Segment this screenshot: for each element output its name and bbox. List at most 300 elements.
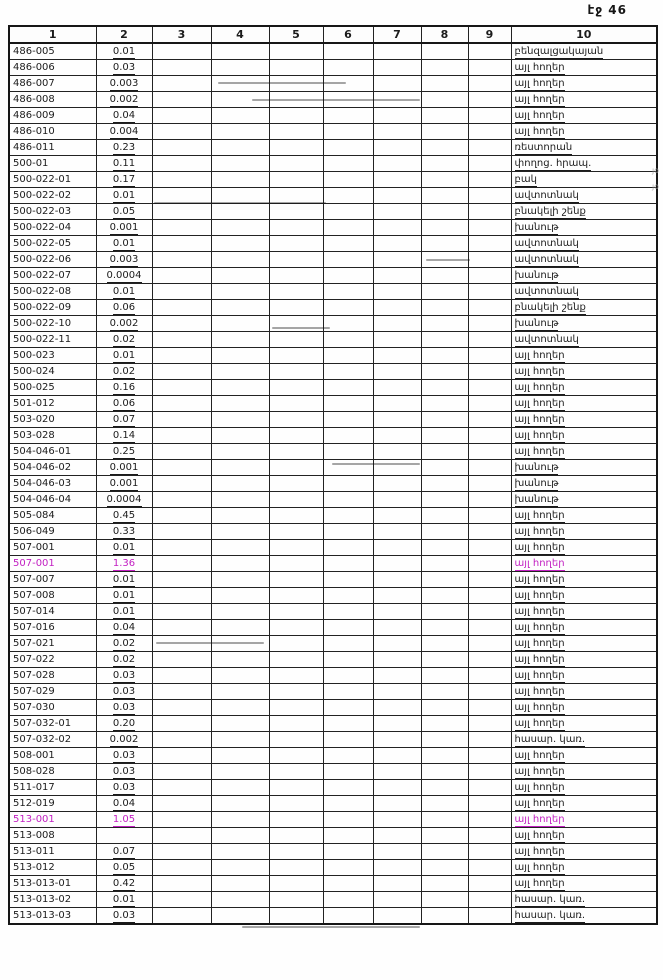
code-cell: 507-028 xyxy=(9,668,96,684)
value-text: 0.01 xyxy=(112,606,136,617)
empty-cell xyxy=(269,828,323,844)
code-cell: 500-022-05 xyxy=(9,236,96,252)
empty-cell xyxy=(373,908,421,925)
empty-cell xyxy=(211,140,269,156)
value-cell xyxy=(96,620,152,636)
value-text: 0.03 xyxy=(112,670,136,681)
empty-cell xyxy=(468,43,511,60)
empty-cell xyxy=(211,652,269,668)
empty-cell xyxy=(152,172,211,188)
code-cell: 503-020 xyxy=(9,412,96,428)
description-text: բնակելի շենք xyxy=(514,302,586,313)
table-row xyxy=(9,908,657,925)
empty-cell xyxy=(152,396,211,412)
description-cell xyxy=(511,796,657,812)
description-cell xyxy=(511,716,657,732)
empty-cell xyxy=(468,892,511,908)
empty-cell xyxy=(152,92,211,108)
empty-cell xyxy=(269,124,323,140)
empty-cell xyxy=(152,780,211,796)
empty-cell xyxy=(468,220,511,236)
description-text: բակ xyxy=(514,174,537,185)
empty-cell xyxy=(323,140,373,156)
empty-cell xyxy=(152,732,211,748)
scan-artifact-line xyxy=(252,99,420,101)
empty-cell xyxy=(373,124,421,140)
description-cell xyxy=(511,892,657,908)
code-cell: 500-022-01 xyxy=(9,172,96,188)
value-cell xyxy=(96,332,152,348)
description-text: փողոց. հրապ. xyxy=(514,158,592,169)
empty-cell xyxy=(323,540,373,556)
empty-cell xyxy=(468,476,511,492)
empty-cell xyxy=(373,460,421,476)
value-cell xyxy=(96,908,152,925)
value-cell xyxy=(96,556,152,572)
empty-cell xyxy=(468,876,511,892)
empty-cell xyxy=(152,156,211,172)
value-text: 0.003 xyxy=(109,254,139,265)
empty-cell xyxy=(152,588,211,604)
empty-cell xyxy=(323,716,373,732)
table-row xyxy=(9,156,657,172)
empty-cell xyxy=(269,108,323,124)
empty-cell xyxy=(211,828,269,844)
empty-cell xyxy=(468,108,511,124)
empty-cell xyxy=(269,220,323,236)
empty-cell xyxy=(468,588,511,604)
empty-cell xyxy=(323,652,373,668)
empty-cell xyxy=(421,844,468,860)
code-cell: 486-010 xyxy=(9,124,96,140)
code-cell: 504-046-02 xyxy=(9,460,96,476)
empty-cell xyxy=(211,812,269,828)
empty-cell xyxy=(211,428,269,444)
value-cell xyxy=(96,876,152,892)
empty-cell xyxy=(468,748,511,764)
empty-cell xyxy=(373,524,421,540)
empty-cell xyxy=(211,876,269,892)
value-text: 0.20 xyxy=(112,718,136,729)
value-cell xyxy=(96,748,152,764)
empty-cell xyxy=(468,412,511,428)
empty-cell xyxy=(152,620,211,636)
table-row xyxy=(9,252,657,268)
empty-cell xyxy=(468,428,511,444)
empty-cell xyxy=(152,668,211,684)
empty-cell xyxy=(269,60,323,76)
description-text: այլ հողեր xyxy=(514,702,565,713)
empty-cell xyxy=(323,300,373,316)
description-text: ավտոտնակ xyxy=(514,286,579,297)
empty-cell xyxy=(373,860,421,876)
empty-cell xyxy=(468,364,511,380)
empty-cell xyxy=(468,444,511,460)
empty-cell xyxy=(421,284,468,300)
empty-cell xyxy=(323,668,373,684)
empty-cell xyxy=(323,172,373,188)
description-cell xyxy=(511,476,657,492)
empty-cell xyxy=(421,460,468,476)
table-row xyxy=(9,508,657,524)
code-cell: 508-028 xyxy=(9,764,96,780)
empty-cell xyxy=(211,556,269,572)
value-text: 0.04 xyxy=(112,110,136,121)
description-cell xyxy=(511,348,657,364)
description-cell xyxy=(511,780,657,796)
empty-cell xyxy=(269,236,323,252)
value-cell xyxy=(96,780,152,796)
empty-cell xyxy=(421,236,468,252)
empty-cell xyxy=(323,43,373,60)
value-text: 0.03 xyxy=(112,750,136,761)
empty-cell xyxy=(468,636,511,652)
empty-cell xyxy=(323,844,373,860)
value-text: 0.002 xyxy=(109,734,139,745)
code-cell: 486-005 xyxy=(9,43,96,60)
value-cell xyxy=(96,796,152,812)
empty-cell xyxy=(152,572,211,588)
empty-cell xyxy=(421,412,468,428)
empty-cell xyxy=(211,684,269,700)
empty-cell xyxy=(152,876,211,892)
code-cell: 500-024 xyxy=(9,364,96,380)
scan-artifact-line xyxy=(218,82,346,84)
empty-cell xyxy=(323,476,373,492)
empty-cell xyxy=(421,732,468,748)
empty-cell xyxy=(373,684,421,700)
empty-cell xyxy=(421,524,468,540)
value-text: 0.16 xyxy=(112,382,136,393)
table-row xyxy=(9,716,657,732)
empty-cell xyxy=(269,684,323,700)
empty-cell xyxy=(269,876,323,892)
empty-cell xyxy=(468,76,511,92)
description-cell xyxy=(511,876,657,892)
value-text: 0.003 xyxy=(109,78,139,89)
description-text: խանութ xyxy=(514,478,559,489)
empty-cell xyxy=(152,524,211,540)
value-text: 0.06 xyxy=(112,398,136,409)
empty-cell xyxy=(373,172,421,188)
description-text: այլ հողեր xyxy=(514,574,565,585)
empty-cell xyxy=(421,156,468,172)
description-cell xyxy=(511,396,657,412)
empty-cell xyxy=(421,43,468,60)
empty-cell xyxy=(211,732,269,748)
empty-cell xyxy=(152,43,211,60)
description-cell xyxy=(511,732,657,748)
description-cell xyxy=(511,524,657,540)
empty-cell xyxy=(152,716,211,732)
empty-cell xyxy=(152,860,211,876)
empty-cell xyxy=(373,316,421,332)
value-text: 0.02 xyxy=(112,654,136,665)
value-cell xyxy=(96,684,152,700)
value-cell xyxy=(96,156,152,172)
description-cell xyxy=(511,460,657,476)
empty-cell xyxy=(269,700,323,716)
empty-cell xyxy=(373,716,421,732)
empty-cell xyxy=(421,316,468,332)
table-row xyxy=(9,396,657,412)
empty-cell xyxy=(152,124,211,140)
empty-cell xyxy=(269,364,323,380)
value-text: 0.25 xyxy=(112,446,136,457)
description-cell xyxy=(511,332,657,348)
empty-cell xyxy=(421,220,468,236)
description-text: այլ հողեր xyxy=(514,798,565,809)
table-row xyxy=(9,316,657,332)
value-text: 0.0004 xyxy=(106,270,142,281)
table-row xyxy=(9,876,657,892)
code-cell: 501-012 xyxy=(9,396,96,412)
value-text: 0.02 xyxy=(112,366,136,377)
empty-cell xyxy=(373,620,421,636)
empty-cell xyxy=(323,444,373,460)
code-cell: 507-001 xyxy=(9,540,96,556)
description-cell xyxy=(511,188,657,204)
description-text: այլ հողեր xyxy=(514,510,565,521)
empty-cell xyxy=(468,908,511,925)
code-cell: 486-006 xyxy=(9,60,96,76)
code-cell: 504-046-03 xyxy=(9,476,96,492)
empty-cell xyxy=(468,716,511,732)
empty-cell xyxy=(468,572,511,588)
empty-cell xyxy=(152,700,211,716)
empty-cell xyxy=(373,700,421,716)
description-text: այլ հողեր xyxy=(514,686,565,697)
code-cell: 500-022-06 xyxy=(9,252,96,268)
table-row xyxy=(9,844,657,860)
table-row xyxy=(9,428,657,444)
empty-cell xyxy=(323,588,373,604)
description-text: ավտոտնակ xyxy=(514,238,579,249)
description-text: այլ հողեր xyxy=(514,830,565,841)
value-cell xyxy=(96,412,152,428)
description-cell xyxy=(511,316,657,332)
empty-cell xyxy=(269,476,323,492)
empty-cell xyxy=(152,460,211,476)
empty-cell xyxy=(152,412,211,428)
description-text: խանութ xyxy=(514,318,559,329)
code-cell: 506-049 xyxy=(9,524,96,540)
code-cell: 513-001 xyxy=(9,812,96,828)
description-cell xyxy=(511,636,657,652)
value-text: 0.01 xyxy=(112,542,136,553)
table-row xyxy=(9,60,657,76)
description-cell xyxy=(511,364,657,380)
empty-cell xyxy=(269,620,323,636)
empty-cell xyxy=(211,124,269,140)
empty-cell xyxy=(468,172,511,188)
code-cell: 507-014 xyxy=(9,604,96,620)
empty-cell xyxy=(211,764,269,780)
empty-cell xyxy=(269,332,323,348)
empty-cell xyxy=(373,892,421,908)
empty-cell xyxy=(373,828,421,844)
value-cell xyxy=(96,844,152,860)
value-text: 0.02 xyxy=(112,334,136,345)
empty-cell xyxy=(421,300,468,316)
empty-cell xyxy=(211,860,269,876)
empty-cell xyxy=(269,508,323,524)
description-cell xyxy=(511,108,657,124)
description-cell xyxy=(511,76,657,92)
empty-cell xyxy=(421,908,468,925)
empty-cell xyxy=(421,380,468,396)
empty-cell xyxy=(421,60,468,76)
empty-cell xyxy=(211,252,269,268)
empty-cell xyxy=(323,860,373,876)
value-cell xyxy=(96,108,152,124)
description-text: այլ հողեր xyxy=(514,94,565,105)
empty-cell xyxy=(421,204,468,220)
value-cell xyxy=(96,812,152,828)
table-row xyxy=(9,108,657,124)
empty-cell xyxy=(211,43,269,60)
description-text: հասար. կառ. xyxy=(514,910,586,921)
table-row xyxy=(9,380,657,396)
empty-cell xyxy=(211,204,269,220)
description-text: այլ հողեր xyxy=(514,78,565,89)
empty-cell xyxy=(269,604,323,620)
code-cell: 504-046-01 xyxy=(9,444,96,460)
description-cell xyxy=(511,60,657,76)
value-cell xyxy=(96,732,152,748)
empty-cell xyxy=(373,780,421,796)
empty-cell xyxy=(211,476,269,492)
empty-cell xyxy=(269,716,323,732)
empty-cell xyxy=(211,332,269,348)
table-row xyxy=(9,460,657,476)
empty-cell xyxy=(269,43,323,60)
empty-cell xyxy=(468,156,511,172)
description-text: ավտոտնակ xyxy=(514,190,579,201)
empty-cell xyxy=(211,668,269,684)
value-cell xyxy=(96,700,152,716)
empty-cell xyxy=(421,124,468,140)
value-text: 0.01 xyxy=(112,590,136,601)
description-text: այլ հողեր xyxy=(514,670,565,681)
empty-cell xyxy=(152,748,211,764)
description-text: այլ հողեր xyxy=(514,782,565,793)
empty-cell xyxy=(211,780,269,796)
value-text: 0.33 xyxy=(112,526,136,537)
description-text: այլ հողեր xyxy=(514,446,565,457)
empty-cell xyxy=(421,780,468,796)
empty-cell xyxy=(269,348,323,364)
table-row xyxy=(9,124,657,140)
empty-cell xyxy=(323,460,373,476)
code-cell: 513-012 xyxy=(9,860,96,876)
table-row xyxy=(9,300,657,316)
empty-cell xyxy=(373,732,421,748)
empty-cell xyxy=(468,204,511,220)
empty-cell xyxy=(421,764,468,780)
empty-cell xyxy=(373,300,421,316)
table-row xyxy=(9,828,657,844)
empty-cell xyxy=(373,364,421,380)
value-cell xyxy=(96,604,152,620)
empty-cell xyxy=(269,892,323,908)
description-text: այլ հողեր xyxy=(514,558,565,569)
value-cell xyxy=(96,348,152,364)
empty-cell xyxy=(323,828,373,844)
empty-cell xyxy=(152,268,211,284)
column-header-9: 9 xyxy=(468,26,511,43)
empty-cell xyxy=(373,636,421,652)
description-cell xyxy=(511,204,657,220)
description-cell xyxy=(511,604,657,620)
description-cell xyxy=(511,428,657,444)
empty-cell xyxy=(373,668,421,684)
value-cell xyxy=(96,316,152,332)
description-text: այլ հողեր xyxy=(514,110,565,121)
table-row xyxy=(9,524,657,540)
table-row xyxy=(9,620,657,636)
table-row xyxy=(9,764,657,780)
empty-cell xyxy=(373,508,421,524)
empty-cell xyxy=(421,876,468,892)
empty-cell xyxy=(421,700,468,716)
empty-cell xyxy=(211,412,269,428)
empty-cell xyxy=(468,604,511,620)
empty-cell xyxy=(269,588,323,604)
empty-cell xyxy=(323,220,373,236)
empty-cell xyxy=(211,220,269,236)
empty-cell xyxy=(373,492,421,508)
margin-scan-mark: յօ xyxy=(651,182,659,191)
description-cell xyxy=(511,236,657,252)
empty-cell xyxy=(373,444,421,460)
empty-cell xyxy=(152,428,211,444)
code-cell: 500-022-02 xyxy=(9,188,96,204)
empty-cell xyxy=(269,300,323,316)
empty-cell xyxy=(468,812,511,828)
description-text: այլ հողեր xyxy=(514,382,565,393)
scan-artifact-line xyxy=(272,327,330,329)
empty-cell xyxy=(468,492,511,508)
description-text: այլ հողեր xyxy=(514,718,565,729)
description-text: այլ հողեր xyxy=(514,846,565,857)
empty-cell xyxy=(373,236,421,252)
header-row xyxy=(9,26,657,43)
code-cell: 512-019 xyxy=(9,796,96,812)
column-header-2: 2 xyxy=(96,26,152,43)
description-text: խանութ xyxy=(514,222,559,233)
value-text: 0.01 xyxy=(112,894,136,905)
empty-cell xyxy=(373,108,421,124)
description-cell xyxy=(511,43,657,60)
empty-cell xyxy=(421,684,468,700)
description-cell xyxy=(511,540,657,556)
empty-cell xyxy=(323,380,373,396)
value-text: 0.004 xyxy=(109,126,139,137)
value-cell xyxy=(96,444,152,460)
description-text: այլ հողեր xyxy=(514,398,565,409)
empty-cell xyxy=(468,844,511,860)
empty-cell xyxy=(211,348,269,364)
empty-cell xyxy=(468,284,511,300)
empty-cell xyxy=(468,668,511,684)
empty-cell xyxy=(421,76,468,92)
empty-cell xyxy=(269,540,323,556)
description-text: այլ հողեր xyxy=(514,526,565,537)
empty-cell xyxy=(269,668,323,684)
empty-cell xyxy=(468,140,511,156)
value-cell xyxy=(96,300,152,316)
